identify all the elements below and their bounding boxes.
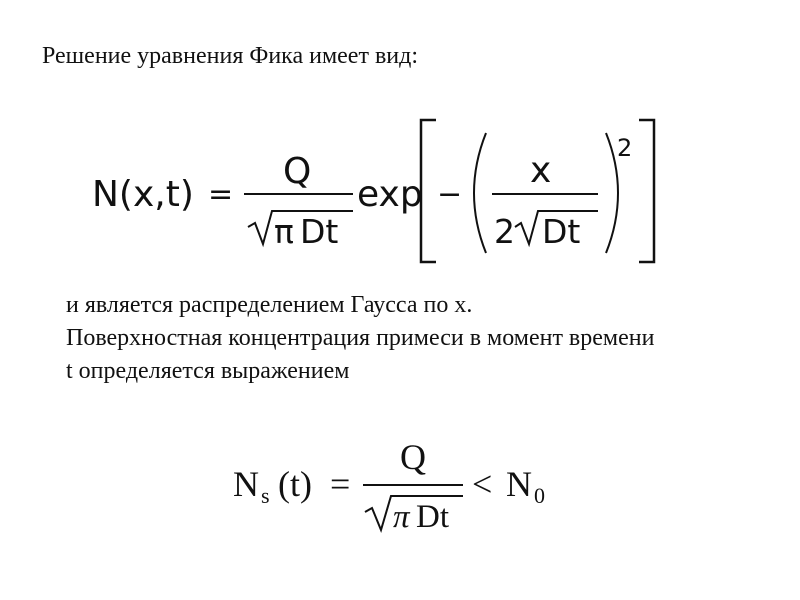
surface-formula-numerator-q: Q <box>400 437 426 477</box>
paragraph-line-2: Поверхностная концентрация примеси в момент времени <box>66 325 655 351</box>
surface-formula-rhs-symbol: N <box>506 464 532 504</box>
formula-numerator-q: Q <box>283 151 312 192</box>
formula-inner-coeff: 2 <box>494 212 515 251</box>
surface-formula-sqrt-arg: Dt <box>416 499 449 535</box>
formula-pi: π <box>274 212 294 251</box>
formula-sqrt-arg: Dt <box>300 212 339 251</box>
paragraph-line-1: и является распределением Гаусса по х. <box>66 292 473 318</box>
explanation-paragraph <box>66 289 766 388</box>
formula-equals-sign: = <box>208 177 234 212</box>
formula-right-bracket <box>639 120 654 262</box>
formula-left-bracket <box>421 120 436 262</box>
fick-solution-formula <box>0 0 800 280</box>
formula-inner-sqrt-arg: Dt <box>542 212 581 251</box>
paragraph-line-3: t определяется выражением <box>66 358 350 384</box>
surface-formula-symbol: N <box>233 464 259 504</box>
formula-lhs: N(x,t) <box>92 174 194 215</box>
surface-formula-subscript: s <box>261 483 270 508</box>
surface-formula-pi: π <box>393 499 410 535</box>
formula-left-paren <box>474 133 486 253</box>
surface-formula-less-than: < <box>472 464 493 504</box>
formula-power: 2 <box>617 134 633 162</box>
surface-formula-argument: (t) <box>278 464 312 504</box>
formula-exp: exp <box>357 174 423 215</box>
surface-formula-rhs-subscript: 0 <box>534 483 545 508</box>
formula-inner-numerator-x: x <box>530 150 552 191</box>
surface-formula-equals-sign: = <box>330 464 351 504</box>
formula-minus-sign: − <box>437 177 463 212</box>
page-title: Решение уравнения Фика имеет вид: <box>42 43 418 69</box>
surface-concentration-formula <box>0 400 800 600</box>
